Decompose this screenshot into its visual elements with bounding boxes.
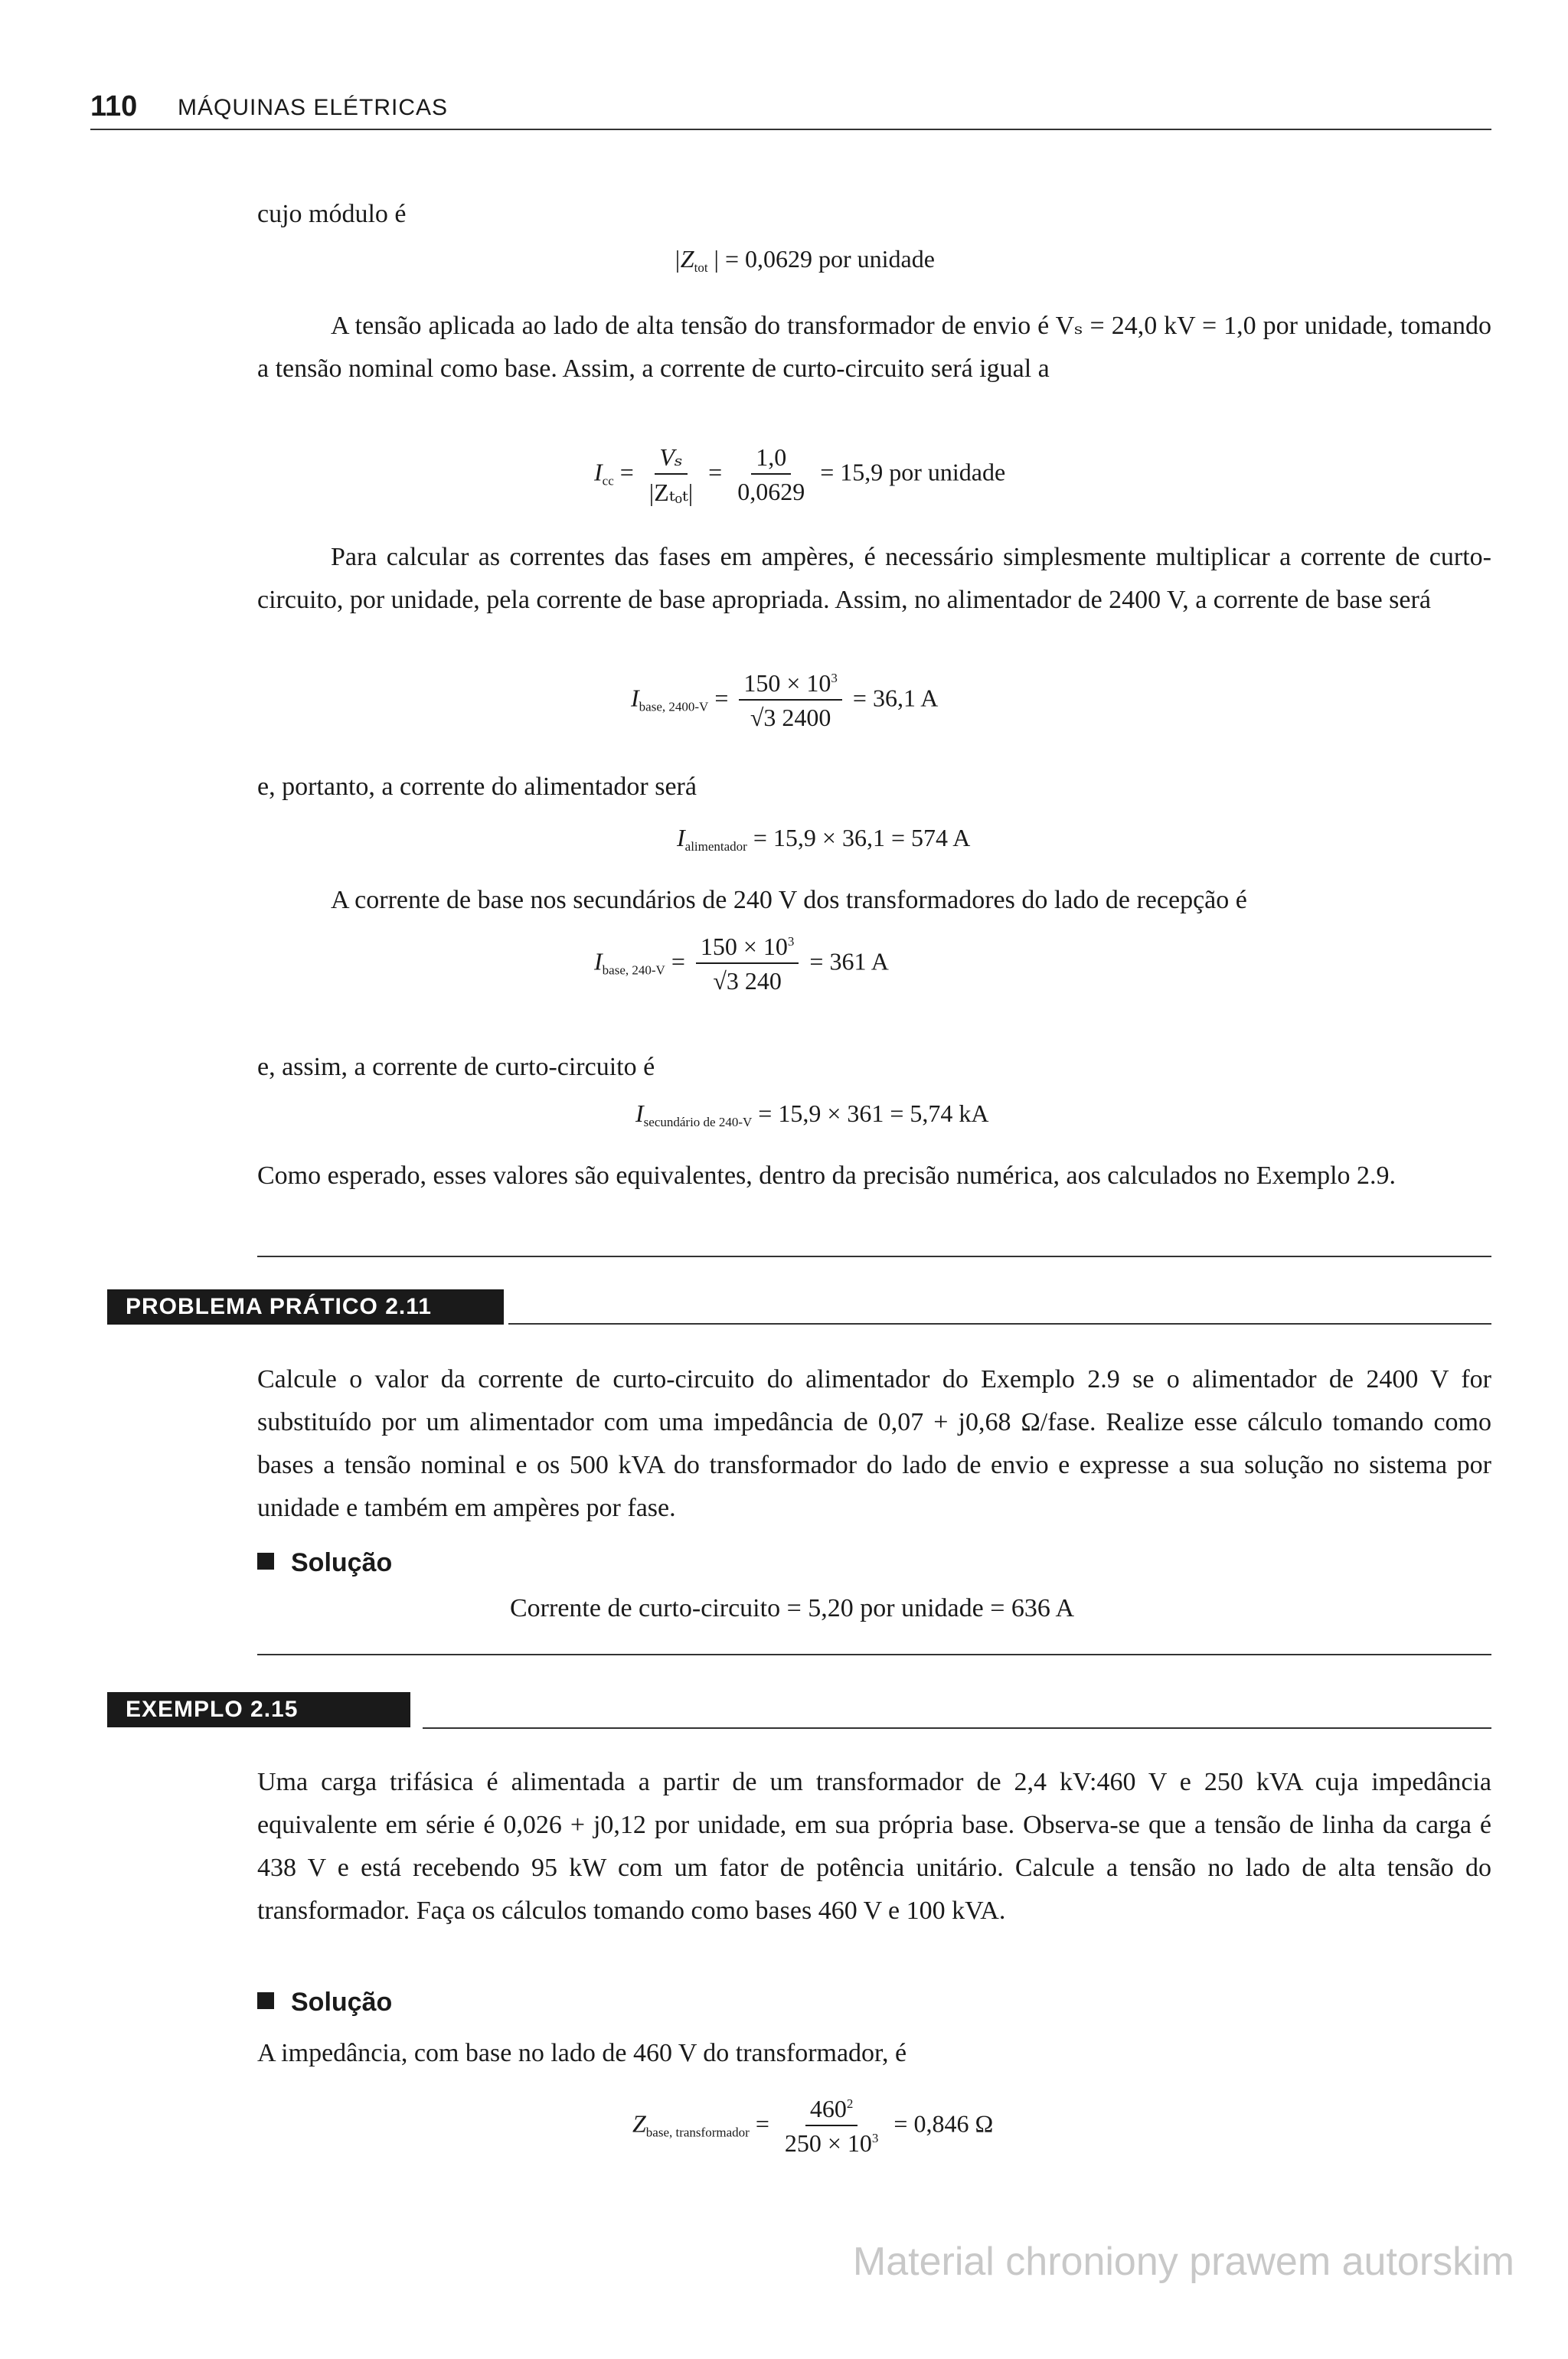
eq3-den: √3 2400 [750, 704, 831, 731]
equation-ialimentador [677, 824, 970, 854]
banner-rule [423, 1727, 1491, 1729]
eq7-lhs-sub: base, transformador [645, 2125, 750, 2140]
equation-zbase: $Z_{base, transformador}$ = $\frac{460^2}{250 \times 10^3}$ = 0,846 Ω [632, 2095, 994, 2157]
eq2-num2: 1,0 [751, 443, 791, 475]
square-bullet-icon [257, 1553, 274, 1570]
divider [257, 1654, 1491, 1655]
eq1-lhs: |Z [674, 245, 694, 273]
banner-rule [508, 1323, 1491, 1325]
header-rule [90, 129, 1491, 130]
eq5-result: = 361 A [809, 947, 889, 975]
equation-ibase-2400: $I_{base, 2400-V}$ = $\frac{150 \times 10^3}{√3 2400}$ = 36,1 A [631, 669, 939, 731]
eq1-lhs-sub: tot [694, 260, 708, 275]
eq7-num: 460 [809, 2095, 847, 2122]
equation-icc: $I_{cc}$ = $\frac{\text{Vₛ}}{\text{|Zₜₒₜ|}}$ = $\frac{1,0}{0,0629}$ = 15,9 por unidade [594, 443, 1006, 506]
eq4-rhs: = 15,9 × 36,1 = 574 A [753, 824, 971, 851]
paragraph-example-statement: Uma carga trifásica é alimentada a partir de um transformador de 2,4 kV:460 V e 250 kVA cuja impedância equivalente em série é 0,026 + j0,12 por unidade, em sua própria base. Observa-se que a tensão de linha da carga é 438 V e está recebendo 95 kW com um fator de potência unitário. Calcule a tensão no lado de alta tensão do transformador. Faça os cálculos tomando como bases 460 V e 100 kVA. [257, 1768, 1491, 1925]
equation-isecundario [635, 1099, 989, 1130]
paragraph-conclusion: Como esperado, esses valores são equivalentes, dentro da precisão numérica, aos calculados no Exemplo 2.9. [257, 1162, 1396, 1190]
eq2-lhs-sub: cc [602, 473, 614, 488]
paragraph-secondary-base: A corrente de base nos secundários de 240 V dos transformadores do lado de recepção é [331, 886, 1247, 914]
eq7-result: = 0,846 Ω [893, 2109, 994, 2138]
eq5-lhs-sub: base, 240-V [602, 962, 665, 978]
eq2-result: = 15,9 por unidade [820, 458, 1006, 486]
paragraph-impedance-base: A impedância, com base no lado de 460 V do transformador, é [257, 2039, 907, 2067]
eq5-fraction [696, 933, 799, 995]
eq7-den: 250 × 10 [784, 2129, 872, 2157]
paragraph-phase-currents: Para calcular as correntes das fases em ampères, é necessário simplesmente multiplicar a corrente de curto-circuito, por unidade, pela corrente de base apropriada. Assim, no alimentador de 2400 V, a corrente de base será [257, 543, 1491, 614]
eq5-num-sup: 3 [787, 934, 795, 949]
eq2-den1: |Zₜₒₜ| [648, 479, 694, 506]
eq4-lhs: I [677, 824, 685, 851]
eq2-fraction-numeric [733, 443, 809, 506]
eq2-num1: Vₛ [655, 443, 687, 475]
divider [257, 1256, 1491, 1257]
paragraph-short-circuit: e, assim, a corrente de curto-circuito é [257, 1053, 655, 1081]
eq6-lhs: I [635, 1099, 644, 1127]
page-number: 110 [90, 90, 138, 123]
square-bullet-icon [257, 1992, 274, 2009]
paragraph-intro: cujo módulo é [257, 200, 407, 228]
running-header-title: MÁQUINAS ELÉTRICAS [178, 95, 449, 120]
equation-ztot-magnitude [674, 245, 935, 276]
solution-heading: Solução [257, 1988, 392, 2018]
eq3-lhs: I [631, 684, 639, 712]
paragraph-feeder-current: e, portanto, a corrente do alimentador será [257, 773, 697, 801]
eq3-fraction [739, 669, 842, 732]
eq6-lhs-sub: secundário de 240-V [643, 1115, 753, 1129]
eq2-den2: 0,0629 [737, 478, 805, 505]
eq4-lhs-sub: alimentador [684, 839, 747, 854]
equation-ibase-240: $I_{base, 240-V}$ = $\frac{150 \times 10^3}{√3 240}$ = 361 A [594, 933, 889, 995]
eq3-lhs-sub: base, 2400-V [639, 699, 709, 714]
eq7-den-sup: 3 [871, 2131, 879, 2145]
eq5-num: 150 × 10 [700, 933, 788, 960]
practice-problem-banner: PROBLEMA PRÁTICO 2.11 [107, 1289, 504, 1325]
eq3-result: = 36,1 A [852, 684, 939, 712]
eq1-rhs: | = 0,0629 por unidade [714, 245, 935, 273]
eq5-den: √3 240 [713, 967, 782, 995]
eq5-lhs: I [594, 947, 603, 975]
eq2-fraction-symbolic [645, 443, 697, 507]
paragraph-practice-problem: Calcule o valor da corrente de curto-circuito do alimentador do Exemplo 2.9 se o alimentador de 2400 V for substituído por um alimentador com uma impedância de 0,07 + j0,68 Ω/fase. Realize esse cálculo tomando como bases a tensão nominal e os 500 kVA do transformador do lado de envio e expresse a sua solução no sistema por unidade e também em ampères por fase. [257, 1365, 1491, 1522]
copyright-watermark: Material chroniony prawem autorskim [852, 2240, 1514, 2284]
solution-answer: Corrente de curto-circuito = 5,20 por unidade = 636 A [510, 1594, 1075, 1622]
eq7-fraction [780, 2095, 884, 2158]
eq2-lhs: I [594, 458, 603, 486]
eq7-lhs: Z [632, 2109, 646, 2138]
solution-heading: Solução [257, 1548, 392, 1578]
eq7-num-sup: 2 [846, 2096, 854, 2111]
example-banner: EXEMPLO 2.15 [107, 1692, 410, 1727]
eq6-rhs: = 15,9 × 361 = 5,74 kA [758, 1099, 989, 1127]
eq3-num-sup: 3 [831, 671, 838, 685]
paragraph-applied-voltage: A tensão aplicada ao lado de alta tensão do transformador de envio é Vₛ = 24,0 kV = 1,0 por unidade, tomando a tensão nominal como base. Assim, a corrente de curto-circuito será igual a [257, 312, 1491, 383]
eq3-num: 150 × 10 [743, 669, 831, 697]
